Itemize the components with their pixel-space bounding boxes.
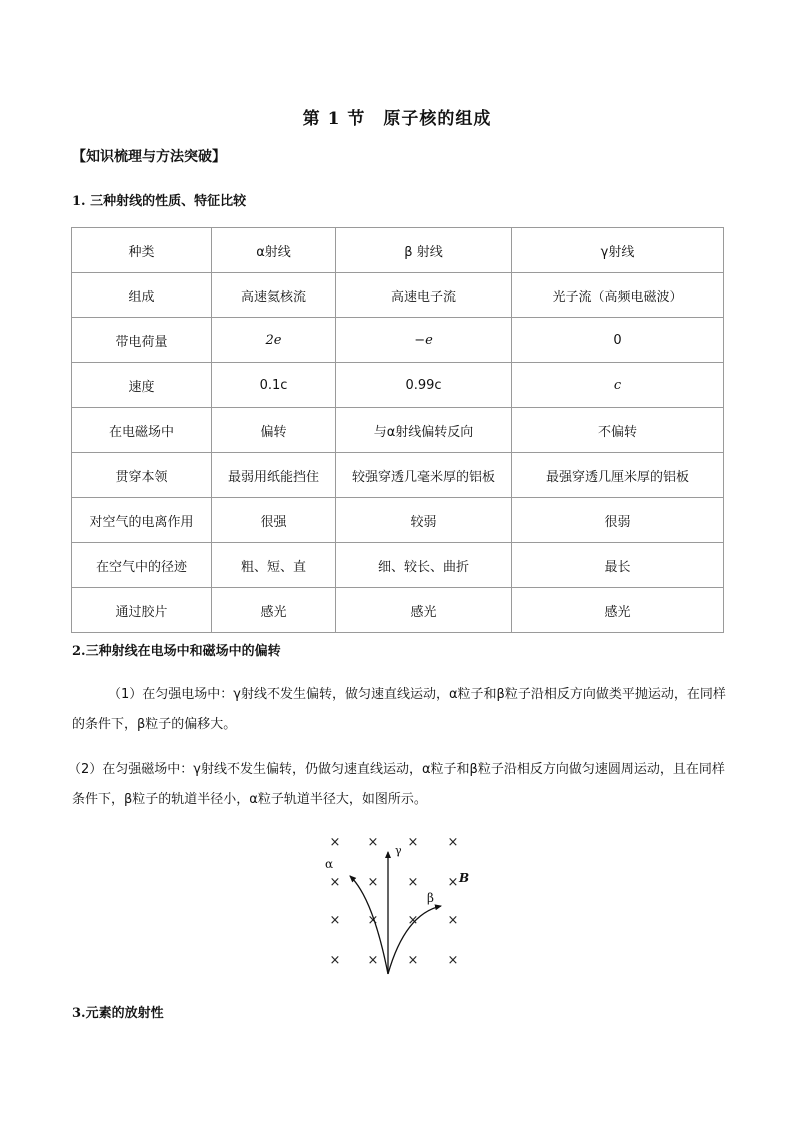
- table-row: [72, 543, 724, 588]
- field-cross: ×: [407, 953, 419, 968]
- table-row: [72, 408, 724, 453]
- table-cell: 通过胶片: [72, 588, 212, 633]
- section-header: 【知识梳理与方法突破】: [72, 149, 226, 165]
- table-cell: c: [512, 363, 724, 408]
- table-row: [72, 363, 724, 408]
- heading-radioactivity: 3.元素的放射性: [72, 1006, 164, 1021]
- table-header-row: [72, 228, 724, 273]
- gamma-label: γ: [395, 844, 402, 857]
- page-title: 第 1 节 原子核的组成: [302, 109, 492, 129]
- heading-ray-comparison: 1. 三种射线的性质、特征比较: [72, 194, 247, 209]
- heading-deflection: 2.三种射线在电场中和磁场中的偏转: [72, 644, 281, 659]
- magnetic-deflection-diagram: [315, 828, 475, 978]
- magnetic-field-crosses: [330, 835, 459, 968]
- table-row: [72, 588, 724, 633]
- table-cell: 高速氦核流: [212, 273, 336, 318]
- table-cell: 不偏转: [512, 408, 724, 453]
- table-row: [72, 453, 724, 498]
- table-cell: −e: [336, 318, 512, 363]
- table-cell: 带电荷量: [72, 318, 212, 363]
- table-cell: 对空气的电离作用: [72, 498, 212, 543]
- alpha-label: α: [325, 857, 334, 871]
- table-cell: 组成: [72, 273, 212, 318]
- paragraph-magnetic-field: （2）在匀强磁场中：γ射线不发生偏转，仍做匀速直线运动，α粒子和β粒子沿相反方向做匀速圆周运动，且在同样条件下，β粒子的轨道半径小，α粒子轨道半径大，如图所示。: [68, 762, 725, 807]
- field-cross: ×: [407, 835, 419, 850]
- field-cross: ×: [407, 913, 419, 928]
- table-cell: 较弱: [336, 498, 512, 543]
- field-cross: ×: [367, 913, 379, 928]
- field-cross: ×: [329, 953, 341, 968]
- field-cross: ×: [447, 835, 459, 850]
- field-cross: ×: [329, 913, 341, 928]
- field-cross: ×: [329, 875, 341, 890]
- table-cell: 0: [512, 318, 724, 363]
- table-cell: 种类: [72, 228, 212, 273]
- table-cell: 光子流（高频电磁波）: [512, 273, 724, 318]
- table-cell: γ射线: [512, 228, 724, 273]
- table-cell: 在电磁场中: [72, 408, 212, 453]
- field-cross: ×: [367, 875, 379, 890]
- table-cell: 高速电子流: [336, 273, 512, 318]
- table-row: [72, 273, 724, 318]
- field-cross: ×: [447, 875, 459, 890]
- table-cell: 最弱用纸能挡住: [212, 453, 336, 498]
- field-cross: ×: [407, 875, 419, 890]
- table-cell: 感光: [336, 588, 512, 633]
- table-cell: 在空气中的径迹: [72, 543, 212, 588]
- table-cell: β 射线: [336, 228, 512, 273]
- table-cell: 0.1c: [212, 363, 336, 408]
- table-cell: 感光: [512, 588, 724, 633]
- magnetic-field-label: B: [459, 871, 470, 885]
- paragraph-electric-field: （1）在匀强电场中：γ射线不发生偏转，做匀速直线运动，α粒子和β粒子沿相反方向做类平抛运动，在同样的条件下，β粒子的偏移大。: [72, 687, 726, 732]
- table-cell: 很弱: [512, 498, 724, 543]
- ray-properties-table: [71, 227, 724, 633]
- table-cell: α射线: [212, 228, 336, 273]
- table-cell: 粗、短、直: [212, 543, 336, 588]
- field-cross: ×: [329, 835, 341, 850]
- table-cell: 较强穿透几毫米厚的铝板: [336, 453, 512, 498]
- table-cell: 很强: [212, 498, 336, 543]
- field-cross: ×: [367, 835, 379, 850]
- beta-label: β: [427, 891, 434, 905]
- table-cell: 贯穿本领: [72, 453, 212, 498]
- table-cell: 与α射线偏转反向: [336, 408, 512, 453]
- table-cell: 偏转: [212, 408, 336, 453]
- table-cell: 2e: [212, 318, 336, 363]
- table-cell: 感光: [212, 588, 336, 633]
- table-cell: 速度: [72, 363, 212, 408]
- field-cross: ×: [447, 913, 459, 928]
- field-cross: ×: [367, 953, 379, 968]
- field-cross: ×: [447, 953, 459, 968]
- table-row: [72, 318, 724, 363]
- table-cell: 最强穿透几厘米厚的铝板: [512, 453, 724, 498]
- table-cell: 细、较长、曲折: [336, 543, 512, 588]
- table-row: [72, 498, 724, 543]
- table-cell: 最长: [512, 543, 724, 588]
- table-cell: 0.99c: [336, 363, 512, 408]
